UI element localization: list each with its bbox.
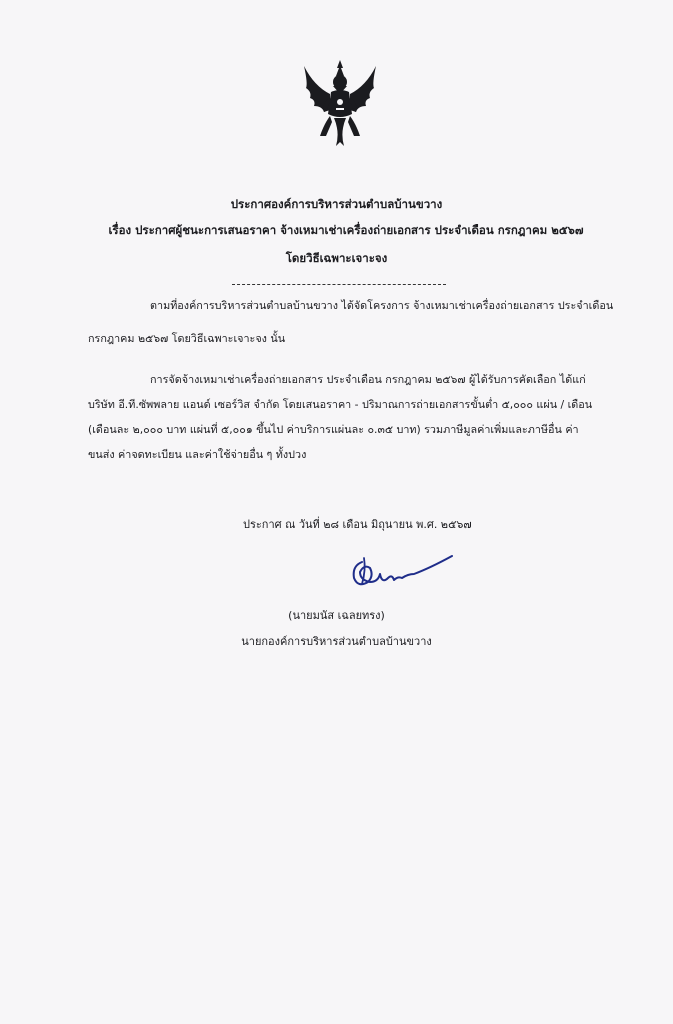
- paragraph-2-line-4: ขนส่ง ค่าจดทะเบียน และค่าใช้จ่ายอื่น ๆ ทั้งปวง: [88, 448, 307, 461]
- paragraph-2-line-1: การจัดจ้างเหมาเช่าเครื่องถ่ายเอกสาร ประจำเดือน กรกฎาคม ๒๕๖๗ ผู้ได้รับการคัดเลือก ได้แก่: [150, 373, 586, 386]
- signature: [340, 548, 460, 592]
- separator-line: [232, 284, 446, 285]
- announcement-date: ประกาศ ณ วันที่ ๒๘ เดือน มิถุนายน พ.ศ. ๒๕๖๗: [243, 518, 472, 531]
- signer-name: (นายมนัส เฉลยทรง): [288, 609, 385, 622]
- announcement-subject: เรื่อง ประกาศผู้ชนะการเสนอราคา จ้างเหมาเช่าเครื่องถ่ายเอกสาร ประจำเดือน กรกฎาคม ๒๕๖๗: [108, 223, 584, 237]
- procurement-method: โดยวิธีเฉพาะเจาะจง: [285, 251, 388, 265]
- announcement-title: ประกาศองค์การบริหารส่วนตำบลบ้านขวาง: [230, 197, 443, 211]
- garuda-emblem-icon: [300, 58, 380, 150]
- signer-position: นายกองค์การบริหารส่วนตำบลบ้านขวาง: [241, 635, 432, 648]
- paragraph-1-line-2: กรกฎาคม ๒๕๖๗ โดยวิธีเฉพาะเจาะจง นั้น: [88, 332, 286, 345]
- paragraph-2-line-3: (เดือนละ ๒,๐๐๐ บาท แผ่นที่ ๕,๐๐๑ ขึ้นไป ค่าบริการแผ่นละ ๐.๓๕ บาท) รวมภาษีมูลค่าเพิ่มและภาษีอื่น ค่า: [88, 423, 579, 436]
- paragraph-2-line-2: บริษัท อี.ที.ซัพพลาย แอนด์ เซอร์วิส จำกัด โดยเสนอราคา - ปริมาณการถ่ายเอกสารขั้นต่ำ ๕,๐๐๐ แผ่น / เดือน: [88, 398, 593, 411]
- paragraph-1-line-1: ตามที่องค์การบริหารส่วนตำบลบ้านขวาง ได้จัดโครงการ จ้างเหมาเช่าเครื่องถ่ายเอกสาร ประจำเดือน: [150, 299, 614, 312]
